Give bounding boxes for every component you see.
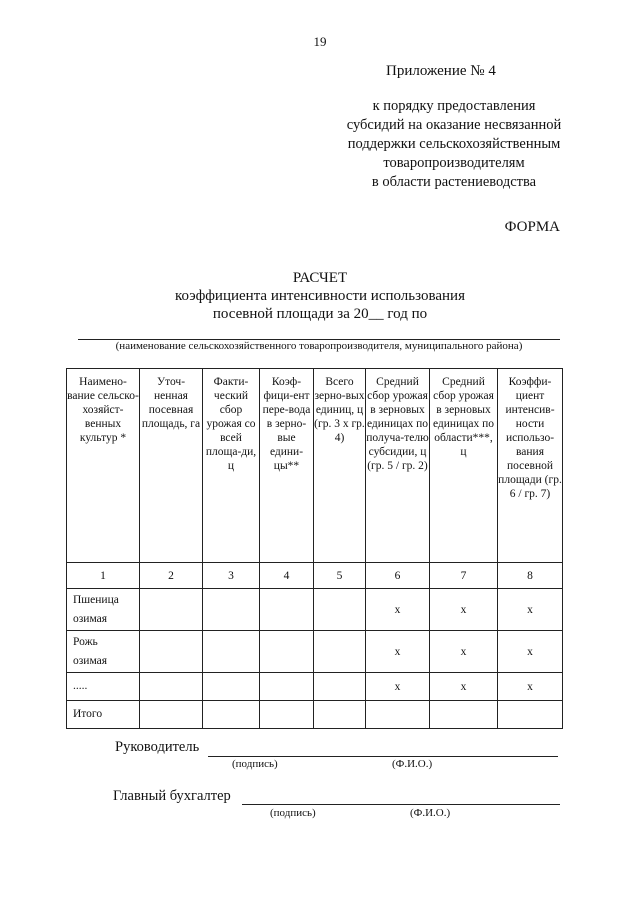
table-cell[interactable] [366, 701, 430, 729]
column-header: Наимено-вание сельско-хозяйст-венных культур * [67, 369, 140, 563]
appendix-line: к порядку предоставления [372, 98, 536, 114]
title-line-2: коэффициента интенсивности использования [175, 288, 465, 304]
crop-name-cont: озимая [73, 612, 108, 625]
table-row [67, 631, 563, 673]
x-mark: x [430, 589, 498, 631]
table-cell[interactable] [203, 631, 260, 673]
crop-name-cell [67, 673, 140, 701]
crop-name: ..... [73, 680, 88, 692]
column-header: Коэффи-циент интенсив-ности использо-вания посевной площади (гр. 6 / гр. 7) [498, 369, 563, 563]
accountant-label: Главный бухгалтер [113, 788, 231, 804]
appendix-line: субсидий на оказание несвязанной [346, 117, 562, 133]
table-cell[interactable] [140, 589, 203, 631]
table-cell[interactable] [140, 701, 203, 729]
column-number-row [67, 563, 563, 589]
x-mark: x [430, 631, 498, 673]
table-cell[interactable] [498, 701, 563, 729]
crop-name-cell [67, 589, 140, 631]
table-cell[interactable] [430, 701, 498, 729]
column-header: Коэф-фици-ент пере-вода в зерно-вые едини-цы** [260, 369, 314, 563]
accountant-name-caption: (Ф.И.О.) [410, 807, 451, 819]
column-header: Уточ-ненная посевная площадь, га [140, 369, 203, 563]
appendix-description [318, 97, 590, 192]
column-header: Средний сбор урожая в зерновых единицах по получа-телю субсидии, ц (гр. 5 / гр. 2) [366, 369, 430, 563]
director-signature-line[interactable] [208, 756, 558, 757]
appendix-line: поддержки сельскохозяйственным [347, 136, 561, 152]
total-label: Итого [67, 701, 140, 729]
table-cell[interactable] [260, 673, 314, 701]
table-row [67, 589, 563, 631]
table-cell[interactable] [260, 631, 314, 673]
column-header: Всего зерно-вых единиц, ц (гр. 3 х гр. 4) [314, 369, 366, 563]
column-number: 1 [67, 563, 140, 589]
document-title [0, 269, 640, 323]
column-number: 7 [430, 563, 498, 589]
table-cell[interactable] [140, 631, 203, 673]
crop-name: Пшеница [73, 593, 119, 606]
title-line-3: посевной площади за 20__ год по [212, 306, 428, 322]
director-sign-caption: (подпись) [232, 758, 278, 770]
table-cell[interactable] [260, 589, 314, 631]
column-number: 6 [366, 563, 430, 589]
x-mark: x [366, 631, 430, 673]
accountant-signature-line[interactable] [242, 804, 560, 805]
page-number: 19 [313, 34, 327, 49]
table-cell[interactable] [203, 673, 260, 701]
crop-name-cont: озимая [73, 654, 108, 667]
column-number: 5 [314, 563, 366, 589]
column-number: 8 [498, 563, 563, 589]
total-row [67, 701, 563, 729]
title-line-1: РАСЧЕТ [292, 270, 348, 286]
table-header-row [67, 369, 563, 563]
crop-name-cell [67, 631, 140, 673]
column-header: Факти-ческий сбор урожая со всей площа-ди, ц [203, 369, 260, 563]
table-cell[interactable] [314, 701, 366, 729]
x-mark: x [498, 631, 563, 673]
table-cell[interactable] [314, 631, 366, 673]
producer-caption: (наименование сельскохозяйственного товаропроизводителя, муниципального района) [115, 340, 523, 352]
column-number: 2 [140, 563, 203, 589]
appendix-line: товаропроизводителям [383, 155, 525, 171]
table-row [67, 673, 563, 701]
crop-name: Рожь [73, 635, 98, 648]
accountant-sign-caption: (подпись) [270, 807, 316, 819]
table-cell[interactable] [140, 673, 203, 701]
form-label: ФОРМА [504, 219, 560, 235]
column-header: Средний сбор урожая в зерновых единицах по области***, ц [430, 369, 498, 563]
x-mark: x [366, 673, 430, 701]
table-cell[interactable] [203, 589, 260, 631]
x-mark: x [430, 673, 498, 701]
table-cell[interactable] [260, 701, 314, 729]
table-cell[interactable] [314, 673, 366, 701]
appendix-title: Приложение № 4 [386, 63, 496, 79]
column-number: 3 [203, 563, 260, 589]
x-mark: x [498, 589, 563, 631]
calculation-table [66, 368, 563, 729]
x-mark: x [498, 673, 563, 701]
appendix-line: в области растениеводства [371, 174, 537, 190]
x-mark: x [366, 589, 430, 631]
director-name-caption: (Ф.И.О.) [392, 758, 433, 770]
column-number: 4 [260, 563, 314, 589]
table-cell[interactable] [203, 701, 260, 729]
table-cell[interactable] [314, 589, 366, 631]
director-label: Руководитель [115, 739, 200, 755]
